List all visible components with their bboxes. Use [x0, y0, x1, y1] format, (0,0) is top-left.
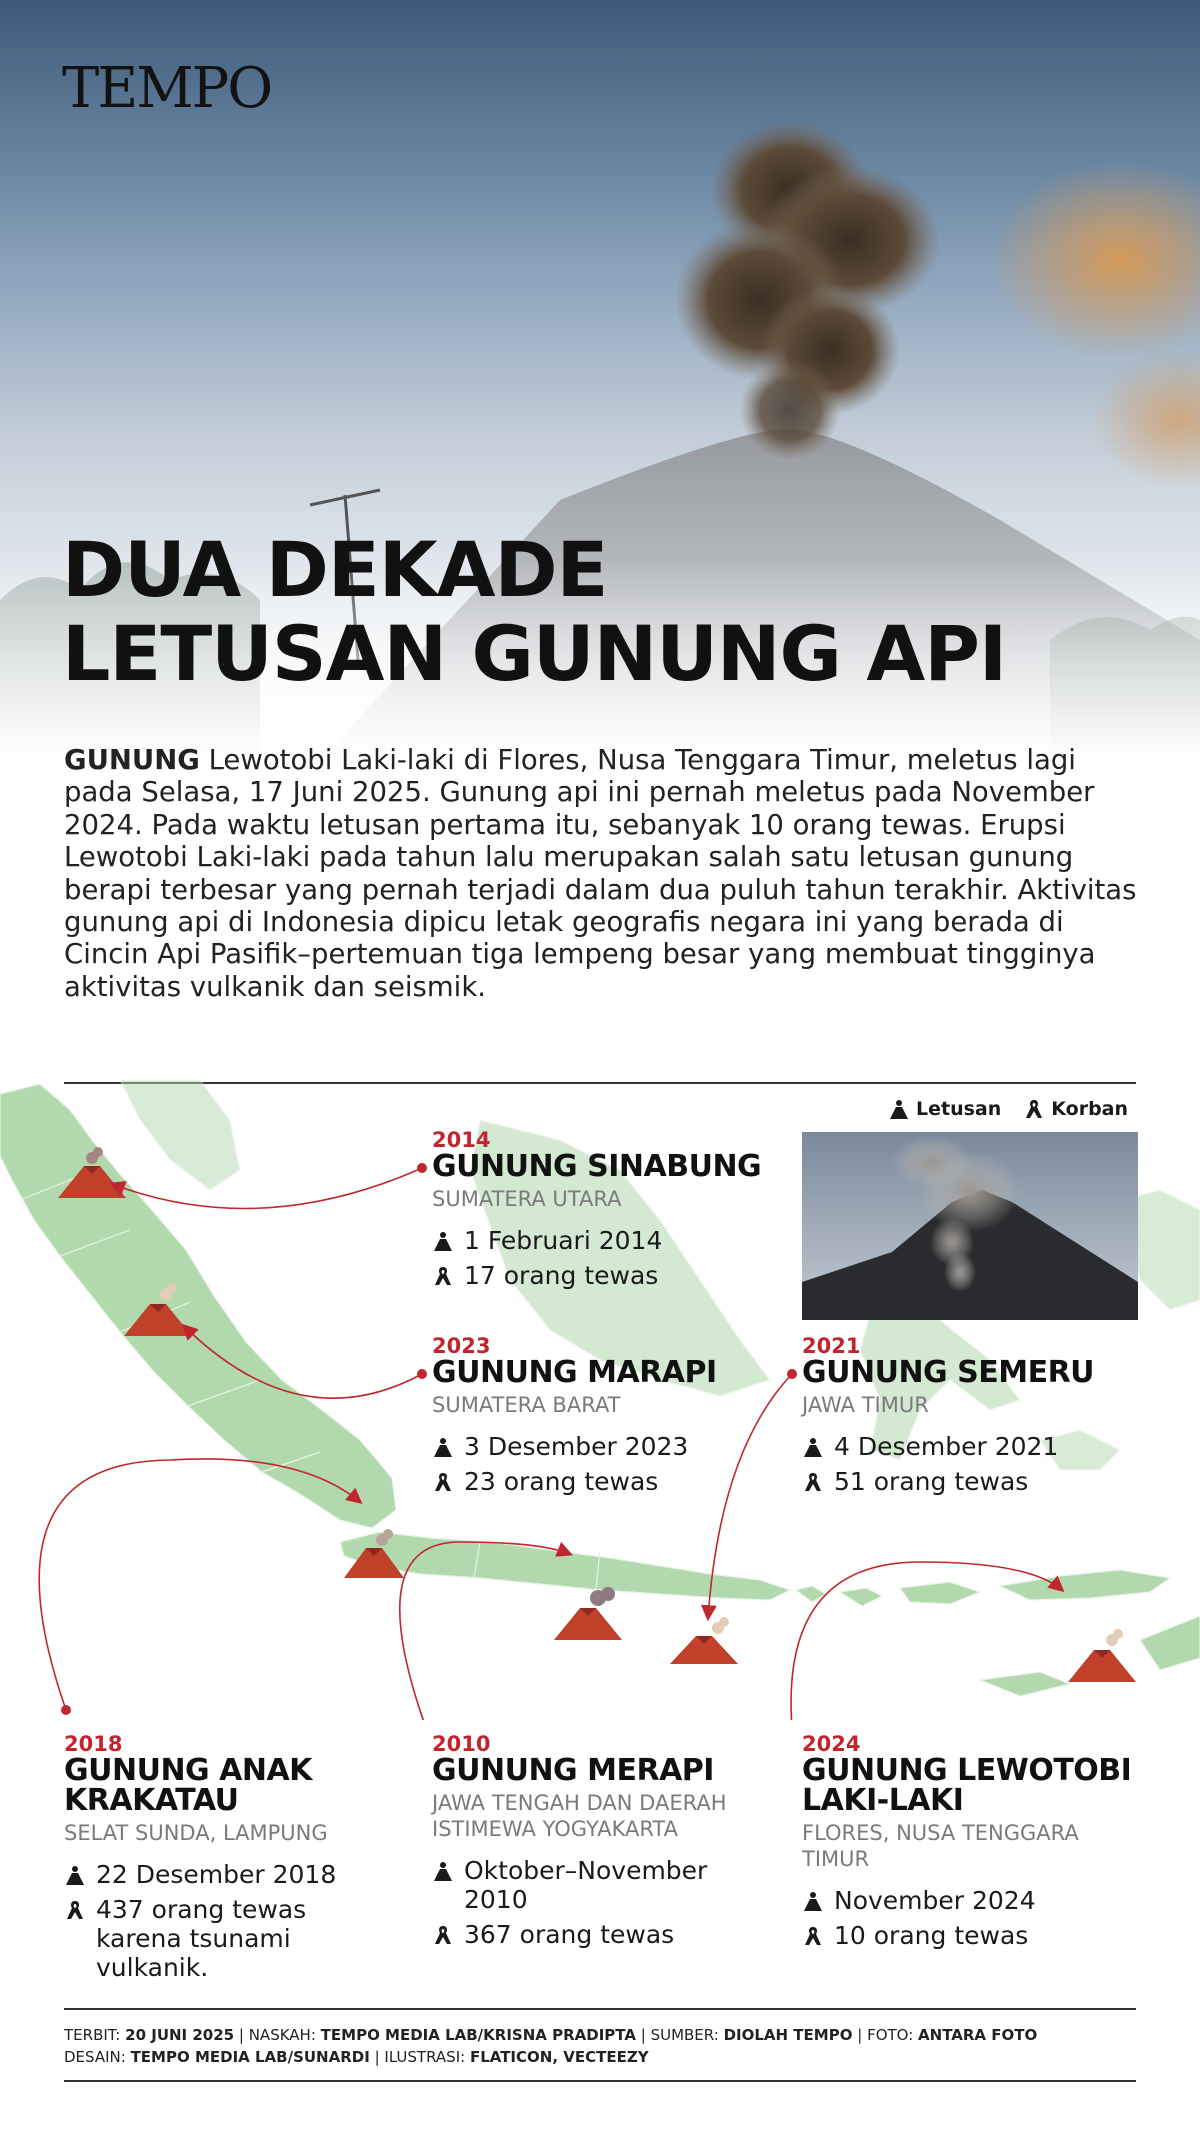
event-marapi [432, 1334, 792, 1496]
intro-paragraph [64, 744, 1144, 1003]
credit-naskah: TEMPO MEDIA LAB/KRISNA PRADIPTA [320, 2026, 636, 2044]
dot-krakatau [61, 1705, 71, 1715]
event-region: JAWA TENGAH DAN DAERAH ISTIMEWA YOGYAKARTA [432, 1791, 727, 1841]
credit-terbit-label: TERBIT: [64, 2026, 121, 2044]
event-year: 2021 [802, 1334, 861, 1358]
event-victims-row [432, 1920, 782, 1949]
event-victims-row [802, 1921, 1142, 1950]
map-sumba [980, 1672, 1070, 1696]
legend-victims-label: Korban [1051, 1098, 1129, 1120]
credits-line-1 [64, 2024, 1136, 2046]
credits-line-2 [64, 2046, 1136, 2068]
eruption-icon [432, 1860, 454, 1882]
dot-marapi [417, 1369, 427, 1379]
credits-footer [64, 2024, 1136, 2068]
event-victims: 367 orang tewas [464, 1920, 675, 1949]
event-merapi [432, 1732, 782, 1949]
event-region: SUMATERA BARAT [432, 1393, 621, 1417]
map-timor [1140, 1616, 1200, 1670]
tempo-logo: TEMPO [62, 56, 272, 121]
volcano-icon-semeru [670, 1617, 738, 1664]
dot-sinabung [417, 1163, 427, 1173]
intro-lead: GUNUNG [64, 744, 200, 776]
volcano-icon-lewotobi [1068, 1629, 1136, 1682]
legend [888, 1098, 1128, 1120]
credit-terbit: 20 JUNI 2025 [125, 2026, 235, 2044]
event-name: GUNUNG SEMERU [802, 1355, 1095, 1390]
event-victims: 51 orang tewas [834, 1467, 1029, 1496]
ribbon-icon [432, 1924, 454, 1946]
event-date: 22 Desember 2018 [96, 1860, 337, 1889]
title-line-2: LETUSAN GUNUNG API [62, 609, 1007, 698]
eruption-icon [64, 1864, 86, 1886]
event-year: 2010 [432, 1732, 491, 1756]
event-region: JAWA TIMUR [802, 1393, 929, 1417]
credit-desain: TEMPO MEDIA LAB/SUNARDI [130, 2048, 370, 2066]
ribbon-icon [802, 1925, 824, 1947]
credit-foto-label: | FOTO: [857, 2026, 914, 2044]
credit-ilustrasi-label: | ILUSTRASI: [374, 2048, 466, 2066]
legend-eruption [888, 1098, 1001, 1120]
event-date: 3 Desember 2023 [464, 1432, 689, 1461]
semeru-photo [802, 1132, 1138, 1320]
intro-body: Lewotobi Laki-laki di Flores, Nusa Tenggara Timur, meletus lagi pada Selasa, 17 Juni 2025. Gunung api ini pernah meletus pada November 2024. Pada waktu letusan pertama itu, sebanyak 10 orang tewas. Erupsi Lewotobi Laki-laki pada tahun lalu merupakan salah satu letusan gunung berapi terbesar yang pernah terjadi dalam dua puluh tahun terakhir. Aktivitas gunung api di Indonesia dipicu letak geografis negara ini yang berada di Cincin Api Pasifik–pertemuan tiga lempeng besar yang membuat tingginya aktivitas vulkanik dan seismik. [64, 744, 1137, 1003]
legend-victims [1023, 1098, 1128, 1120]
ribbon-icon [64, 1899, 86, 1921]
credit-desain-label: DESAIN: [64, 2048, 126, 2066]
legend-eruption-label: Letusan [916, 1098, 1002, 1120]
map-lombok [840, 1588, 882, 1606]
event-date-row [432, 1226, 792, 1255]
event-date-row [802, 1886, 1142, 1915]
event-year: 2023 [432, 1334, 491, 1358]
credit-naskah-label: | NASKAH: [238, 2026, 316, 2044]
connector-sinabung [112, 1168, 422, 1209]
divider-footer-bottom [64, 2080, 1136, 2082]
event-date: 4 Desember 2021 [834, 1432, 1059, 1461]
event-name-line-1: GUNUNG LEWOTOBI [802, 1753, 1132, 1788]
event-name: GUNUNG MARAPI [432, 1355, 717, 1390]
eruption-icon [888, 1098, 910, 1120]
event-year: 2014 [432, 1128, 491, 1152]
event-sinabung [432, 1128, 792, 1290]
credit-ilustrasi: FLATICON, VECTEEZY [469, 2048, 649, 2066]
event-date: Oktober–November 2010 [464, 1856, 708, 1914]
event-victims: 10 orang tewas [834, 1921, 1029, 1950]
volcano-icon-merapi [554, 1587, 622, 1640]
event-anak-krakatau [64, 1732, 394, 1982]
event-victims-row [432, 1467, 792, 1496]
event-region: SELAT SUNDA, LAMPUNG [64, 1821, 328, 1845]
event-victims: 23 orang tewas [464, 1467, 659, 1496]
event-lewotobi [802, 1732, 1142, 1950]
ribbon-icon [432, 1265, 454, 1287]
event-name: GUNUNG MERAPI [432, 1753, 714, 1788]
ribbon-icon [1023, 1098, 1045, 1120]
event-semeru [802, 1334, 1142, 1496]
eruption-icon [432, 1436, 454, 1458]
event-name-line-2: LAKI-LAKI [802, 1783, 964, 1818]
event-victims-row [432, 1261, 792, 1290]
eruption-icon [802, 1890, 824, 1912]
event-region: FLORES, NUSA TENGGARA TIMUR [802, 1821, 1079, 1871]
event-name-line-1: GUNUNG ANAK [64, 1753, 312, 1788]
event-year: 2018 [64, 1732, 123, 1756]
hero-banner [0, 0, 1200, 760]
map-sumbawa [900, 1582, 980, 1604]
event-date: 1 Februari 2014 [464, 1226, 663, 1255]
page-title [62, 525, 1162, 698]
divider-footer-top [64, 2008, 1136, 2010]
event-victims-row [802, 1467, 1142, 1496]
event-year: 2024 [802, 1732, 861, 1756]
event-victims: 17 orang tewas [464, 1261, 659, 1290]
event-date-row [802, 1432, 1142, 1461]
event-date-row [432, 1856, 782, 1914]
event-name-line-2: KRAKATAU [64, 1783, 239, 1818]
event-region: SUMATERA UTARA [432, 1187, 622, 1211]
title-line-1: DUA DEKADE [62, 525, 608, 614]
credit-foto: ANTARA FOTO [918, 2026, 1038, 2044]
ribbon-icon [432, 1471, 454, 1493]
credit-sumber-label: | SUMBER: [640, 2026, 719, 2044]
credit-sumber: DIOLAH TEMPO [723, 2026, 853, 2044]
map-flores [1000, 1570, 1170, 1600]
event-date: November 2024 [834, 1886, 1036, 1915]
map-java [340, 1532, 790, 1600]
ribbon-icon [802, 1471, 824, 1493]
event-victims: 437 orang tewas karena tsunami vulkanik. [96, 1895, 307, 1982]
event-name: GUNUNG SINABUNG [432, 1149, 762, 1184]
eruption-icon [802, 1436, 824, 1458]
eruption-icon [432, 1230, 454, 1252]
event-date-row [64, 1860, 394, 1889]
map-malay-peninsula [120, 1080, 240, 1190]
event-victims-row [64, 1895, 394, 1982]
event-date-row [432, 1432, 792, 1461]
